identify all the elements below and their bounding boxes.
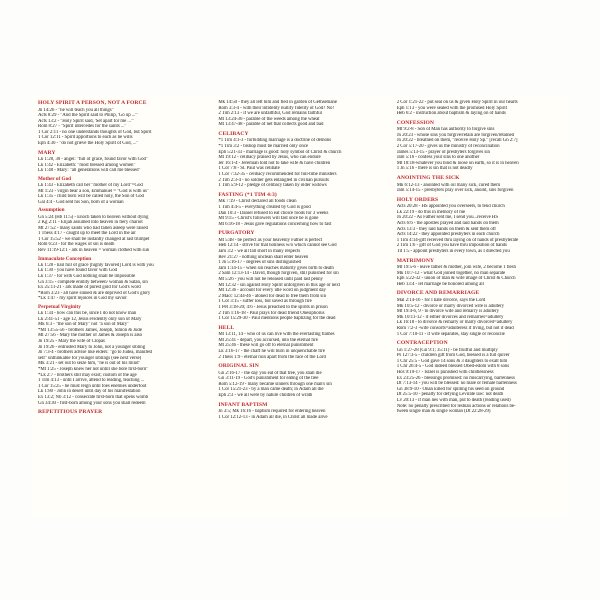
entry-line: Mt 6:16-18 - Jesus gave regulations concerning how to fast — [218, 221, 332, 227]
entry-line: Lk 1:48 - Mary: "all generations will call me blessed" — [38, 168, 141, 174]
entry-line: Jn 7:3-4 - brothers advise like elders: "go to Judea, manifest — [38, 350, 153, 356]
entry-line: Mal 2:14-16 - for I hate divorce, says the Lord — [396, 297, 486, 303]
entry-line: *Mt 1:25 - Joseph knew her not untill she bore first-born" — [38, 366, 149, 372]
entry-line: 1 Cor 3:15 - suffer loss, but saved as through fire — [218, 299, 312, 305]
entry-line: Lk 1:28, 30 - angel: "full of grace, found favor with God" — [38, 157, 148, 163]
entry-line: Jam 5:14-15 - presbyters pray over sick, anoint, sins forgiven — [396, 188, 514, 194]
section-heading: CONTRACEPTION — [396, 340, 448, 347]
entry-line: Mt 25:46 - these will go off to eternal punishment — [218, 343, 314, 349]
entry-line: Rev 11:19-12:1 - ark in heaven = woman clothed with sun — [38, 248, 150, 254]
entry-line: Rom 8:27 - "Spirit intercedes for the saints ..." — [38, 124, 127, 130]
section-heading: REPETITIOUS PRAYER — [38, 409, 103, 416]
entry-line: 2 Tim 2:13 - if we are unfaithful, God remains faithful — [218, 111, 322, 117]
entry-line: Mt 5:48 - be perfect as your heavenly Father is perfect — [218, 237, 323, 243]
entry-line: 1 Jn 5:16 - there is sin that is not deadly — [396, 166, 473, 172]
entry-line: Lk 2:41-51 - age 12, Jesus evidently only son of Mary — [38, 316, 142, 322]
entry-line: Tit 1:5 - appoint presbyters in every town, as I directed you — [396, 248, 510, 254]
entry-line: Dt 7:13-14 - you will be blessed: no male or female barrenness — [396, 381, 517, 387]
entry-line: 1 Cor 12:12-13 - in Adam all die, in Christ all made alive — [218, 414, 328, 420]
entry-line: Mk 3:21 - set out to seize him, "he is out of his mind" — [38, 361, 141, 367]
entry-line: Acts 8:29 - "And the Spirit said to Philip, 'Go up ...'" — [38, 113, 139, 119]
entry-line: Gn 2:16-17 - the day you eat of that tree, you shall die — [218, 370, 322, 376]
entry-line: Jn 19:25 - Mary the wife of Clopas — [38, 338, 105, 344]
entry-line: Jn 3:5; Mk 16:16 - baptism required for entering heaven — [218, 409, 326, 415]
entry-line: Eph 5:21-33 - marriage is good: holy symbol of Christ & church — [218, 149, 342, 155]
entry-line: Rev 21:27 - nothing unclean shall enter heaven — [218, 254, 309, 260]
entry-line: Jer 16:1-4 - Jeremiah told not to take wife & have children — [218, 160, 331, 166]
entry-line: 1 Tim 4:4-5 - everything created by God is good — [218, 204, 311, 210]
entry-line: Mt 27:52 - many saints who had fallen asleep were raised — [38, 225, 148, 231]
entry-line: 1 Cor 15:52 - we shall be instantly changed at last trumpet — [38, 236, 150, 242]
entry-line: Jn 20:22 - As Father sent me, I send you...receive HS — [396, 215, 499, 221]
entry-line: 1 Thess 4:17 - caught up to meet the Lord in the air — [38, 231, 136, 237]
entry-line: 1 Cor 7:10-11 - if wife separates, stay single or reconcile — [396, 331, 505, 337]
entry-line: Mk 6:3 - "the son of Mary" not "a son of Mary" — [38, 322, 130, 328]
entry-line: Ps 127:3-5 - children gift from God, blessed is a full quiver — [396, 353, 510, 359]
entry-line: *Rom 3:23 - all have sinned & are deprived of God's glory — [38, 290, 151, 296]
section-heading: MARY — [38, 149, 56, 156]
entry-line: Jn 20:22 - breathed on them, "receive Holy Sp." [recall Gn 2:7] — [396, 138, 518, 144]
entry-line: Eph 1:13 - you were sealed with the promised Holy Spirit — [396, 105, 507, 111]
column-1 — [38, 100, 207, 516]
column-2 — [215, 100, 384, 516]
column-3 — [393, 100, 562, 516]
section-subheading: Perpetual Virginity — [38, 303, 81, 310]
entry-line: Mt 27:56 - Mary the mother of James & Joseph is also — [38, 333, 143, 339]
entry-line: Lk 1:30 - you have found favor with God — [38, 268, 118, 274]
entry-line: Eph 5:22-32 - union of man & wife image of Christ & Church — [396, 276, 516, 282]
section-heading: FASTING (*1 TIM 4:3) — [218, 191, 277, 198]
section-heading: HOLY SPIRIT A PERSON, NOT A FORCE — [38, 100, 147, 106]
entry-line: 1 Cor 15:29-30 - Paul mentions people baptizing for the dead — [218, 316, 336, 322]
entry-line: *1 Tim 4:1-3 - forbidding marriage is a doctrine of demons — [218, 138, 332, 144]
entry-line: Mk 7:19 - Christ declared all foods clean — [218, 199, 297, 205]
entry-line: Mk 10:11-12 - if either divorces and remarries=adultery — [396, 314, 504, 320]
entry-line: 1 Cor 7:32-35 - celibacy recommended for full-time ministers — [218, 172, 337, 178]
entry-line: 1 Chr 26:4-5 - God indeed blessed Obed-edom with 8 sons — [396, 364, 510, 370]
entry-line: Hos 9:10-17 - Israel is punished with childlessness — [396, 369, 494, 375]
entry-line: Lk 1:42 - Elizabeth: "most blessed among women" — [38, 162, 136, 168]
entry-line: Heb 13:4 - let marriage be honored among all — [396, 281, 484, 287]
entry-line: 2 Thess 1:9 - eternal ruin apart from the face of the Lord — [218, 354, 326, 360]
section-heading: INFANT BAPTISM — [218, 401, 268, 408]
entry-line: Dan 10:3 - Daniel refused to eat choice foods for 3 weeks — [218, 210, 329, 216]
section-subheading: Immaculate Conception — [38, 255, 92, 262]
entry-line: 1 Chr 25:5 - God gave 14 sons & 3 daughters to exalt him — [396, 358, 508, 364]
entry-line: 1 Cor 2:11 - no one understands thoughts of God, but Spirit — [38, 129, 152, 135]
entry-line: Mt 19:12 - celibacy praised by Jesus, who can endure — [218, 155, 321, 161]
entry-line: Gn 38:9-10 - Onan killed for spilling his seed on ground — [396, 386, 505, 392]
entry-line: Rom 3:3-4 - with their infidelity nullify fidelity of God? No! — [218, 105, 334, 111]
entry-line: Lk 1:28 - hail full of grace [highly favored] Lord is with you — [38, 262, 154, 268]
entry-line: 2 Cor 1:21-22 - put seal on us & given Holy Spirit in our hearts — [396, 100, 518, 105]
entry-line: Mt 9:15 - Christ's followers will fast once he is gone — [218, 216, 319, 222]
entry-line: 1 Tim 5:9-12 - pledge of celibacy taken by older widows — [218, 183, 327, 189]
entry-line: tween single man & single woman (Dt 22:28-29) — [396, 409, 491, 415]
entry-line: Gn 34:30 - first-born among your sons you shall redeem — [38, 400, 146, 406]
entry-line: self" unthinkable for younger siblings (see next verse) — [38, 355, 142, 361]
entry-line: 1 Tim 4:13 - until I arrive, attend to reading, teaching ... — [38, 378, 145, 384]
entry-line: Lk 16:18 - to divorce & remarry or marry divorced=adultery — [396, 320, 513, 326]
entry-line: 2 Cor 5:17-20 - gives us the ministry of reconciliation — [396, 144, 500, 150]
entry-line: Mt 1:23 - virgin bear a son, Emmanuel = "God is with us" — [38, 188, 149, 194]
entry-line: Rom 7:2-3 -wife consorts=adulteress if living, but not if dead — [396, 325, 514, 331]
entry-line: *Lk 2:7 - brothers still may exist; custom of the age — [38, 372, 137, 378]
entry-line: 1 Cor 7:8 - St. Paul was celibate — [218, 166, 280, 172]
entry-line: *Lk 1:47 - my spirit rejoices in God my savior — [38, 296, 127, 302]
section-heading: HOLY ORDERS — [396, 196, 439, 203]
entry-line: Mk 14:50 - they all left him and fled in garden of Gethsemane — [218, 100, 337, 105]
entry-line: 2 Tim 2:3-4 - no soldier gets entangled in civilian pursuits — [218, 177, 329, 183]
entry-line: 1 Cor 12:11 - Spirit apportions to each as he wills — [38, 135, 133, 141]
entry-line: Jn 20:23 - whose sins you forgive/retain are forgiven/retained — [396, 132, 515, 138]
section-heading: PURGATORY — [218, 230, 255, 237]
entry-line: 1 Cor 15:21-23 - by a man came death; in Adam all die — [218, 387, 324, 393]
entry-line: Acts 13:3 - they laid hands on them & sent them off — [396, 226, 496, 232]
entry-line: Mt 19:4-6, 9 - to divorce wife and remarry is adultery — [396, 309, 499, 315]
entry-line: 1 Tim 4:14-gift received thru laying on of hands of presbyterate — [396, 237, 519, 243]
entry-line: *Mt 13:55-56 - brothers James, Joseph, Simon & Jude — [38, 327, 142, 333]
entry-line: Heb 6:2 - instruction about baptism & laying on of hands — [396, 111, 506, 117]
entry-line: Mt 12:32 - sin against Holy Spirit unforgiven in this age or next — [218, 282, 340, 288]
entry-line: Mt 19:5-6 - leave father & mother, join wife, 2 become 1 flesh — [396, 265, 516, 271]
section-heading: DIVORCE AND REMARRIAGE — [396, 290, 480, 297]
entry-line: Jam 3:2 - we all fall short in many respects — [218, 248, 301, 254]
entry-line: Lk 22:19 - do this in memory of me — [396, 209, 466, 215]
entry-line: Mt 9:2-8 - Son of Man has authority to forgive sins — [396, 127, 495, 133]
entry-line: Rom 5:12-19 - many became sinners through one man's sin — [218, 381, 332, 387]
entry-line: Gn 1:27-28 (Gn 9:1; 35:11) - be fruitful and multiply — [396, 347, 498, 353]
section-heading: CONFESSION — [396, 119, 435, 126]
entry-line: Mt 13:47-48 - parable of net that collects good and bad — [218, 122, 324, 128]
column-container — [38, 100, 562, 516]
entry-line: Ex 23:25-26 - blessings promised: no miscarrying, barrenness — [396, 375, 515, 381]
entry-line: James 5:13-15 - prayer of presbyters forgives sin — [396, 149, 490, 155]
entry-line: Acts 14:22 - they appointed presbyters in each church — [396, 232, 500, 238]
section-heading: MATRIMONY — [396, 257, 435, 264]
entry-line: Mt 13:24-30 - parable of the weeds among the wheat — [218, 116, 320, 122]
entry-line: 2 Macc 12:44-46 - atoned for dead to free them from sin — [218, 293, 326, 299]
entry-line: Jn 19:26 - entrusted Mary to John, not a younger sibling — [38, 344, 146, 350]
entry-line: Heb 12:14 - strive for that holiness w/o which cannot see God — [218, 243, 337, 249]
section-subheading: Mother of God — [38, 175, 72, 182]
entry-line: Mk 10:7-12 - what God joined together, no man separate — [396, 270, 506, 276]
entry-line: Lk 1:35 - child born will be called holy, the Son of God — [38, 194, 144, 200]
section-heading: ORIGINAL SIN — [218, 363, 259, 370]
entry-line: 2 Sam 12:13-14 - David, though forgiven, still punished for sin — [218, 271, 339, 277]
entry-line: Lk 1:43 - Elizabeth call her "mother of my Lord"=God — [38, 183, 143, 189]
entry-line: Rom 6:23 - for the wages of sin is death — [38, 242, 115, 248]
entry-line: Lk 1:34 - how can this be, since I do not know man — [38, 311, 137, 316]
section-heading: HELL — [218, 324, 235, 331]
entry-line: Mk 6:12-13 - anointed with oil many sick, cured them — [396, 182, 501, 188]
entry-line: Mk 10:5-12 - divorce or marry divorced wife is adultery — [396, 303, 505, 309]
entry-line: Jam 5:16 - confess your sins to one another — [396, 155, 480, 161]
entry-line: Lv 20:13 - if man lies with man, put to death (reading used) — [396, 397, 511, 403]
entry-line: *1 Tim 3:2 - bishop must be married only once — [218, 144, 309, 150]
entry-line: Mt 18:18-whatever you bind & loose on earth, so it is in heaven — [396, 160, 519, 166]
entry-line: Lk 1:37 - for with God nothing shall be impossible — [38, 273, 136, 279]
entry-line: Jam 1:14-15 - when sin reaches maturity gives birth to death — [218, 265, 334, 271]
entry-line: 1 Jn 5:16-17 - degrees of sins distinguished — [218, 260, 302, 266]
entry-line: 1 Cor 15:25 - he must reign until foes enemies underfoot — [38, 383, 147, 389]
entry-line: Gn 5:24 (Hb 11:5) - Enoch taken to heaven without dying — [38, 214, 149, 220]
entry-line: Acts 20:28 - HS appointed you overseers, to tend church — [396, 204, 505, 210]
entry-line: Lk 3:16-17 - the chaff he will burn in unquenchable fire — [218, 348, 325, 354]
section-subheading: Assumption — [38, 207, 65, 214]
section-heading: ANOINTING THE SICK — [396, 175, 460, 182]
entry-line: Mt 12:36 - account for every idle word on judgment day — [218, 288, 326, 294]
entry-line: Note: no penalty prescribed for lesbian actions or relations be- — [396, 403, 516, 409]
entry-line: Mt 5:26 - you will not be released until paid last penny — [218, 276, 323, 282]
entry-line: Mt 25:41 - depart, you accursed, into the eternal fire — [218, 337, 318, 343]
entry-line: Jn 14:26 - "he will teach you all things" — [38, 107, 114, 113]
entry-line: Gn 3:11-19 - God's punishment for eating of the tree — [218, 376, 319, 382]
entry-line: 2 Kg 2:11 - Elijah assumed into heaven in fiery chariot — [38, 220, 143, 226]
entry-line: Acts 13:2 - "Holy Spirit said, 'Set apart for me ...'" — [38, 118, 134, 124]
entry-line: Gn 3:15 - complete enmity between/ woman & Satan, sin — [38, 279, 148, 285]
entry-line: Mt 13:11, 14 - who of us can live with the everlasting flames — [218, 332, 335, 338]
entry-line: Ex 25:11-21 - ark made of purest gold for God's word — [38, 285, 141, 291]
entry-line: 2 Tim 1:6 - gift of God you have thru imposition of hands — [396, 243, 507, 249]
entry-line: Eph 4:30 - "do not grieve the Holy Spirit of God, ..." — [38, 141, 139, 147]
entry-line: Eph 2:3 - we all were by nature children of wrath — [218, 393, 313, 399]
entry-line: 1 Pet 3:18-20; 4:6 - Jesus preached to the spirits in prison — [218, 304, 328, 310]
entry-line: Dt 25:5-10 - penalty for defying Levirate law: not death — [396, 392, 504, 398]
entry-line: 2 Tim 1:16-18 - Paul prays for dead friend Onesiphorus — [218, 310, 325, 316]
entry-line: Lk 1:80 - John in desert until day of his manifestation — [38, 389, 141, 395]
entry-line: Gal 4:4 - God sent his Son, born of a woman — [38, 199, 124, 205]
section-heading: CELIBACY — [218, 130, 249, 137]
reference-card — [32, 96, 568, 516]
entry-line: Acts 6:6 - the apostles prayed and laid hands on them — [396, 221, 499, 226]
entry-line: Ex 13:2; Nb 3:12 - consecrate first-born that opens womb — [38, 394, 149, 400]
